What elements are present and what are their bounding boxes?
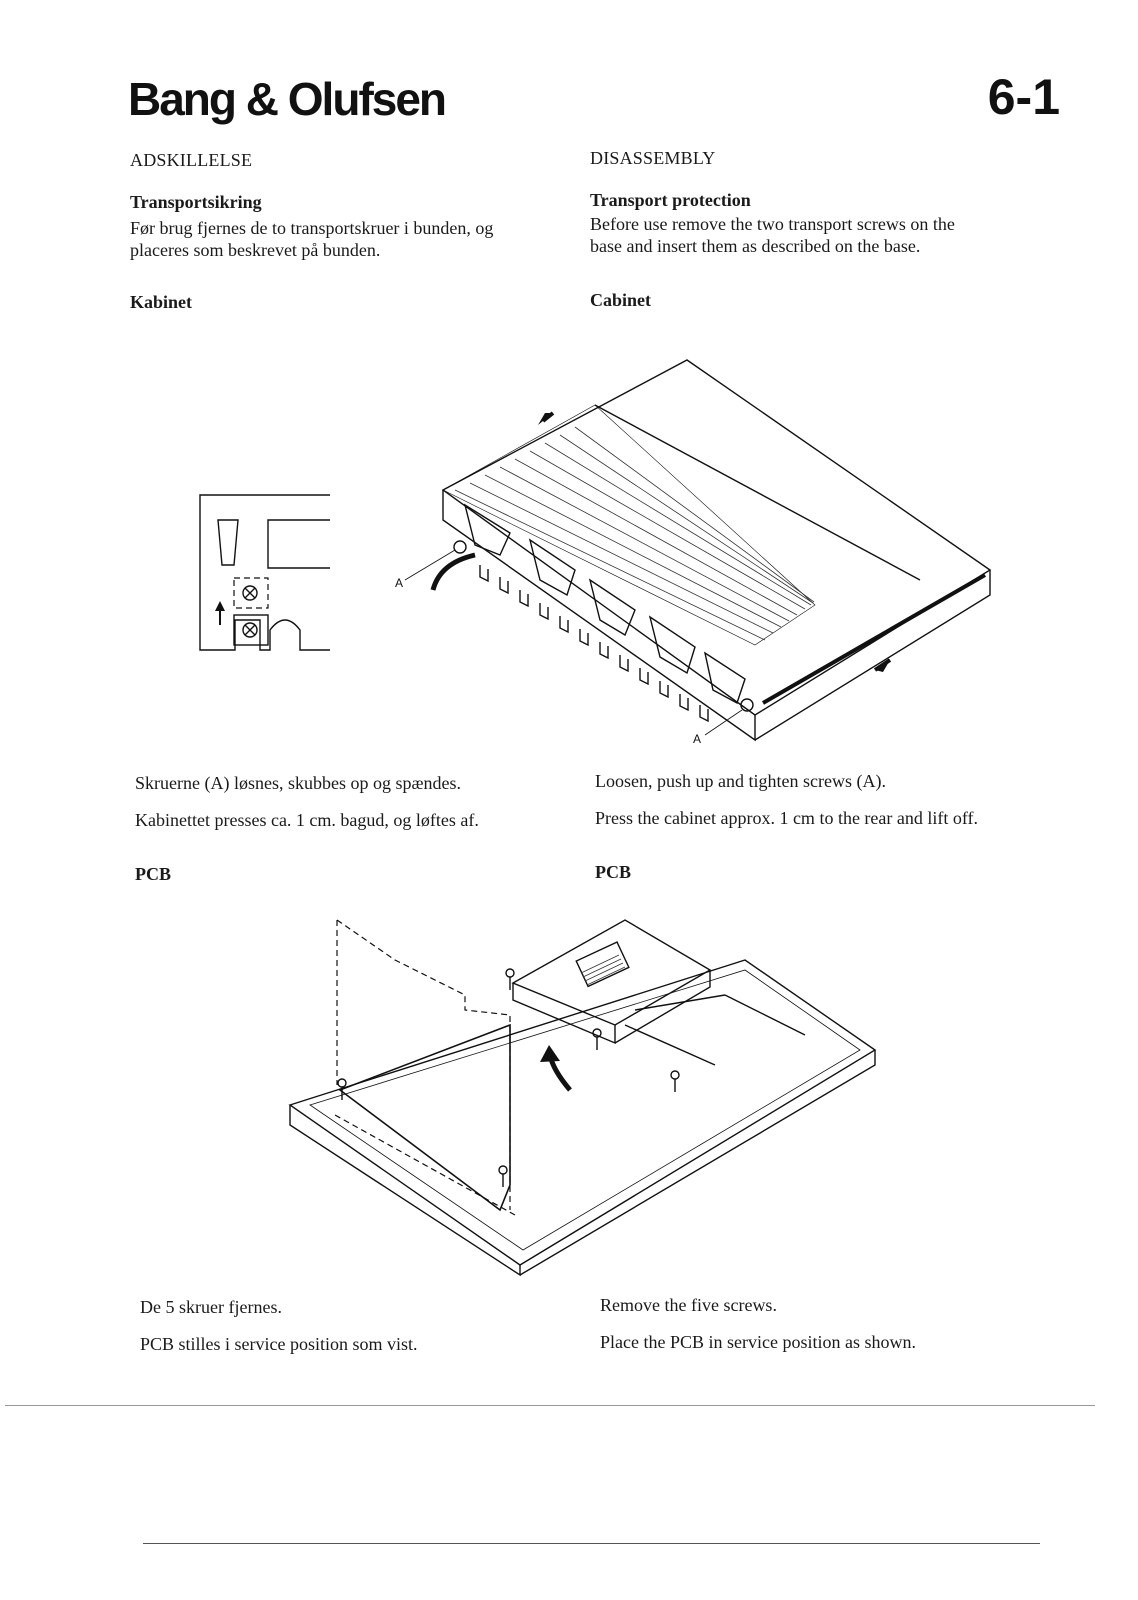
pcb-service-diagram [285, 915, 885, 1280]
vent-grille [443, 405, 815, 645]
pcb-caption-2-danish: PCB stilles i service position som vist. [140, 1334, 418, 1354]
page-number: 6-1 [987, 69, 1060, 125]
transport-line-2-danish: placeres som beskrevet på bunden. [130, 240, 381, 260]
section-heading-danish: ADSKILLELSE [130, 150, 253, 170]
cabinet-title-english: Cabinet [590, 290, 652, 310]
transport-line-1-english: Before use remove the two transport screws on the [590, 214, 955, 234]
transport-text-danish [130, 217, 493, 261]
footer-rule [143, 1543, 1040, 1544]
transport-title-danish: Transportsikring [130, 192, 262, 212]
pcb-caption-1-english: Remove the five screws. [600, 1295, 777, 1315]
upper-divider [5, 1405, 1095, 1406]
cabinet-title-danish: Kabinet [130, 292, 193, 312]
pcb-caption-2-english: Place the PCB in service position as shown. [600, 1332, 916, 1352]
pcb-caption-1-danish: De 5 skruer fjernes. [140, 1297, 282, 1317]
cabinet-diagram [395, 355, 1015, 755]
cabinet-caption-2-english: Press the cabinet approx. 1 cm to the rear and lift off. [595, 808, 979, 828]
screw-a-left [454, 541, 466, 553]
pcb-title-danish: PCB [135, 864, 171, 884]
transport-title-english: Transport protection [590, 190, 751, 210]
label-a-right: A [693, 732, 702, 746]
transport-line-1-danish: Før brug fjernes de to transportskruer i bunden, og [130, 218, 494, 238]
cabinet-caption-1-english: Loosen, push up and tighten screws (A). [595, 771, 886, 791]
transport-line-2-english: base and insert them as described on the base. [590, 236, 921, 256]
screw-detail-diagram [190, 490, 340, 660]
cabinet-caption-1-danish: Skruerne (A) løsnes, skubbes op og spændes. [135, 773, 461, 793]
section-heading-english: DISASSEMBLY [590, 148, 716, 168]
pcb-title-english: PCB [595, 862, 631, 882]
cabinet-caption-2-danish: Kabinettet presses ca. 1 cm. bagud, og løftes af. [135, 810, 479, 830]
brand-logo: Bang & Olufsen [128, 73, 446, 125]
transport-text-english [590, 213, 955, 257]
label-a-left: A [395, 576, 404, 590]
